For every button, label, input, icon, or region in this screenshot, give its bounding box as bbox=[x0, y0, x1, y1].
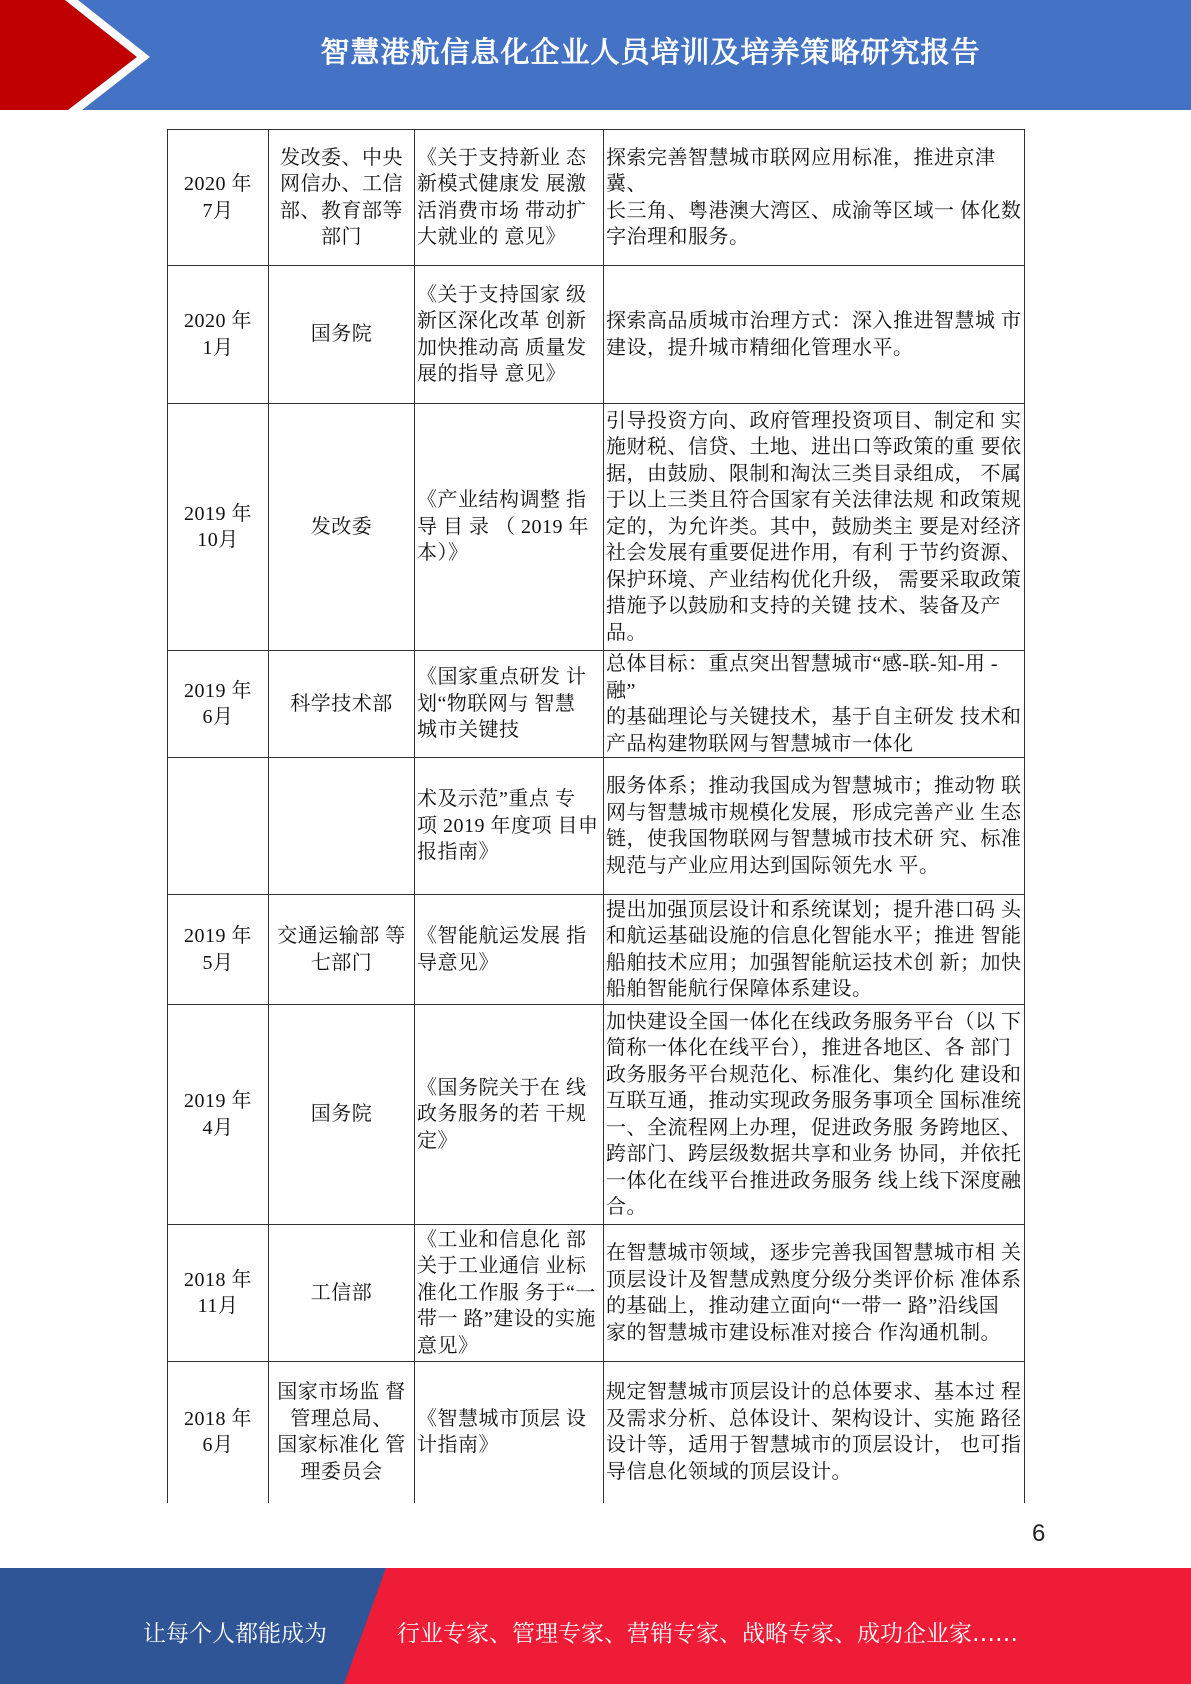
date-cell: 2020 年 7月 bbox=[168, 130, 269, 266]
red-chevron-decoration bbox=[0, 0, 160, 110]
table-row bbox=[168, 1005, 1025, 1225]
date-cell bbox=[168, 758, 269, 895]
department-cell: 发改委、中央 网信办、工信 部、教育部等 部门 bbox=[269, 130, 415, 266]
table-row bbox=[168, 404, 1025, 651]
department-cell: 交通运输部 等 七部门 bbox=[269, 895, 415, 1005]
document-cell: 《国务院关于在 线 政务服务的若 干规 定》 bbox=[415, 1005, 604, 1225]
footer-slogan-left: 让每个人都能成为 bbox=[143, 1621, 327, 1647]
document-cell: 《关于支持国家 级 新区深化改革 创新 加快推动高 质量发 展的指导 意见》 bbox=[415, 266, 604, 404]
policy-table bbox=[167, 129, 1025, 1503]
page-header bbox=[0, 0, 1191, 110]
table-row bbox=[168, 266, 1025, 404]
date-cell: 2019 年 10月 bbox=[168, 404, 269, 651]
content-cell: 总体目标：重点突出智慧城市“感-联-知-用 -融” 的基础理论与关键技术，基于自主研发 技术和 产品构建物联网与智慧城市一体化 bbox=[604, 651, 1025, 758]
department-cell: 科学技术部 bbox=[269, 651, 415, 758]
document-cell: 术及示范”重点 专 项 2019 年度项 目申 报指南》 bbox=[415, 758, 604, 895]
document-cell: 《智能航运发展 指 导意见》 bbox=[415, 895, 604, 1005]
date-cell: 2019 年 6月 bbox=[168, 651, 269, 758]
content-cell: 在智慧城市领域，逐步完善我国智慧城市相 关 顶层设计及智慧成熟度分级分类评价标 准体系 的基础上，推动建立面向“一带一 路”沿线国 家的智慧城市建设标准对接合 作沟通机制。 bbox=[604, 1225, 1025, 1362]
page-number: 6 bbox=[1032, 1520, 1046, 1547]
content-cell: 提出加强顶层设计和系统谋划；提升港口码 头 和航运基础设施的信息化智能水平；推进 智能 船舶技术应用；加强智能航运技术创 新；加快 船舶智能航行保障体系建设。 bbox=[604, 895, 1025, 1005]
table-row bbox=[168, 651, 1025, 758]
department-cell: 工信部 bbox=[269, 1225, 415, 1362]
document-cell: 《工业和信息化 部 关于工业通信 业标 准化工作服 务于“一 带一 路”建设的实施 意见》 bbox=[415, 1225, 604, 1362]
footer-slogan-right: 行业专家、管理专家、营销专家、战略专家、成功企业家…… bbox=[397, 1621, 1018, 1647]
content-cell: 加快建设全国一体化在线政务服务平台（以 下 简称一体化在线平台），推进各地区、各 部门 政务服务平台规范化、标准化、集约化 建设和 互联互通，推动实现政务服务事项全 国标准统 一、全流程网上办理，促进政务服 务跨地区、 跨部门、跨层级数据共享和业务 协同，并依托 一体化在线平台推进政务服务 线上线下深度融 合。 bbox=[604, 1005, 1025, 1225]
table-row bbox=[168, 1362, 1025, 1503]
content-cell: 规定智慧城市顶层设计的总体要求、基本过 程 及需求分析、总体设计、架构设计、实施 路径 设计等，适用于智慧城市的顶层设计， 也可指 导信息化领域的顶层设计。 bbox=[604, 1362, 1025, 1503]
department-cell: 国务院 bbox=[269, 266, 415, 404]
document-cell: 《国家重点研发 计 划“物联网与 智慧 城市关键技 bbox=[415, 651, 604, 758]
table-row bbox=[168, 758, 1025, 895]
department-cell bbox=[269, 758, 415, 895]
table-row bbox=[168, 1225, 1025, 1362]
date-cell: 2019 年 5月 bbox=[168, 895, 269, 1005]
table-row bbox=[168, 130, 1025, 266]
department-cell: 国家市场监 督 管理总局、 国家标准化 管 理委员会 bbox=[269, 1362, 415, 1503]
report-title: 智慧港航信息化企业人员培训及培养策略研究报告 bbox=[320, 35, 981, 69]
document-cell: 《智慧城市顶层 设 计指南》 bbox=[415, 1362, 604, 1503]
content-cell: 服务体系；推动我国成为智慧城市；推动物 联 网与智慧城市规模化发展，形成完善产业 生态 链，使我国物联网与智慧城市技术研 究、标准 规范与产业应用达到国际领先水 平。 bbox=[604, 758, 1025, 895]
document-cell: 《产业结构调整 指 导 目 录 （ 2019 年 本）》 bbox=[415, 404, 604, 651]
content-cell: 探索完善智慧城市联网应用标准，推进京津 冀、 长三角、粤港澳大湾区、成渝等区域一 体化数 字治理和服务。 bbox=[604, 130, 1025, 266]
department-cell: 发改委 bbox=[269, 404, 415, 651]
date-cell: 2019 年 4月 bbox=[168, 1005, 269, 1225]
date-cell: 2018 年 6月 bbox=[168, 1362, 269, 1503]
content-cell: 探索高品质城市治理方式：深入推进智慧城 市 建设，提升城市精细化管理水平。 bbox=[604, 266, 1025, 404]
table-row bbox=[168, 895, 1025, 1005]
date-cell: 2020 年 1月 bbox=[168, 266, 269, 404]
date-cell: 2018 年 11月 bbox=[168, 1225, 269, 1362]
department-cell: 国务院 bbox=[269, 1005, 415, 1225]
content-cell: 引导投资方向、政府管理投资项目、制定和 实 施财税、信贷、土地、进出口等政策的重 要依 据，由鼓励、限制和淘汰三类目录组成， 不属 于以上三类且符合国家有关法律法规 和政策规 定的，为允许类。其中，鼓励类主 要是对经济 社会发展有重要促进作用，有利 于节约资源、 保护环境、产业结构优化升级， 需要采取政策 措施予以鼓励和支持的关键 技术、装备及产品。 bbox=[604, 404, 1025, 651]
document-cell: 《关于支持新业 态 新模式健康发 展激 活消费市场 带动扩 大就业的 意见》 bbox=[415, 130, 604, 266]
